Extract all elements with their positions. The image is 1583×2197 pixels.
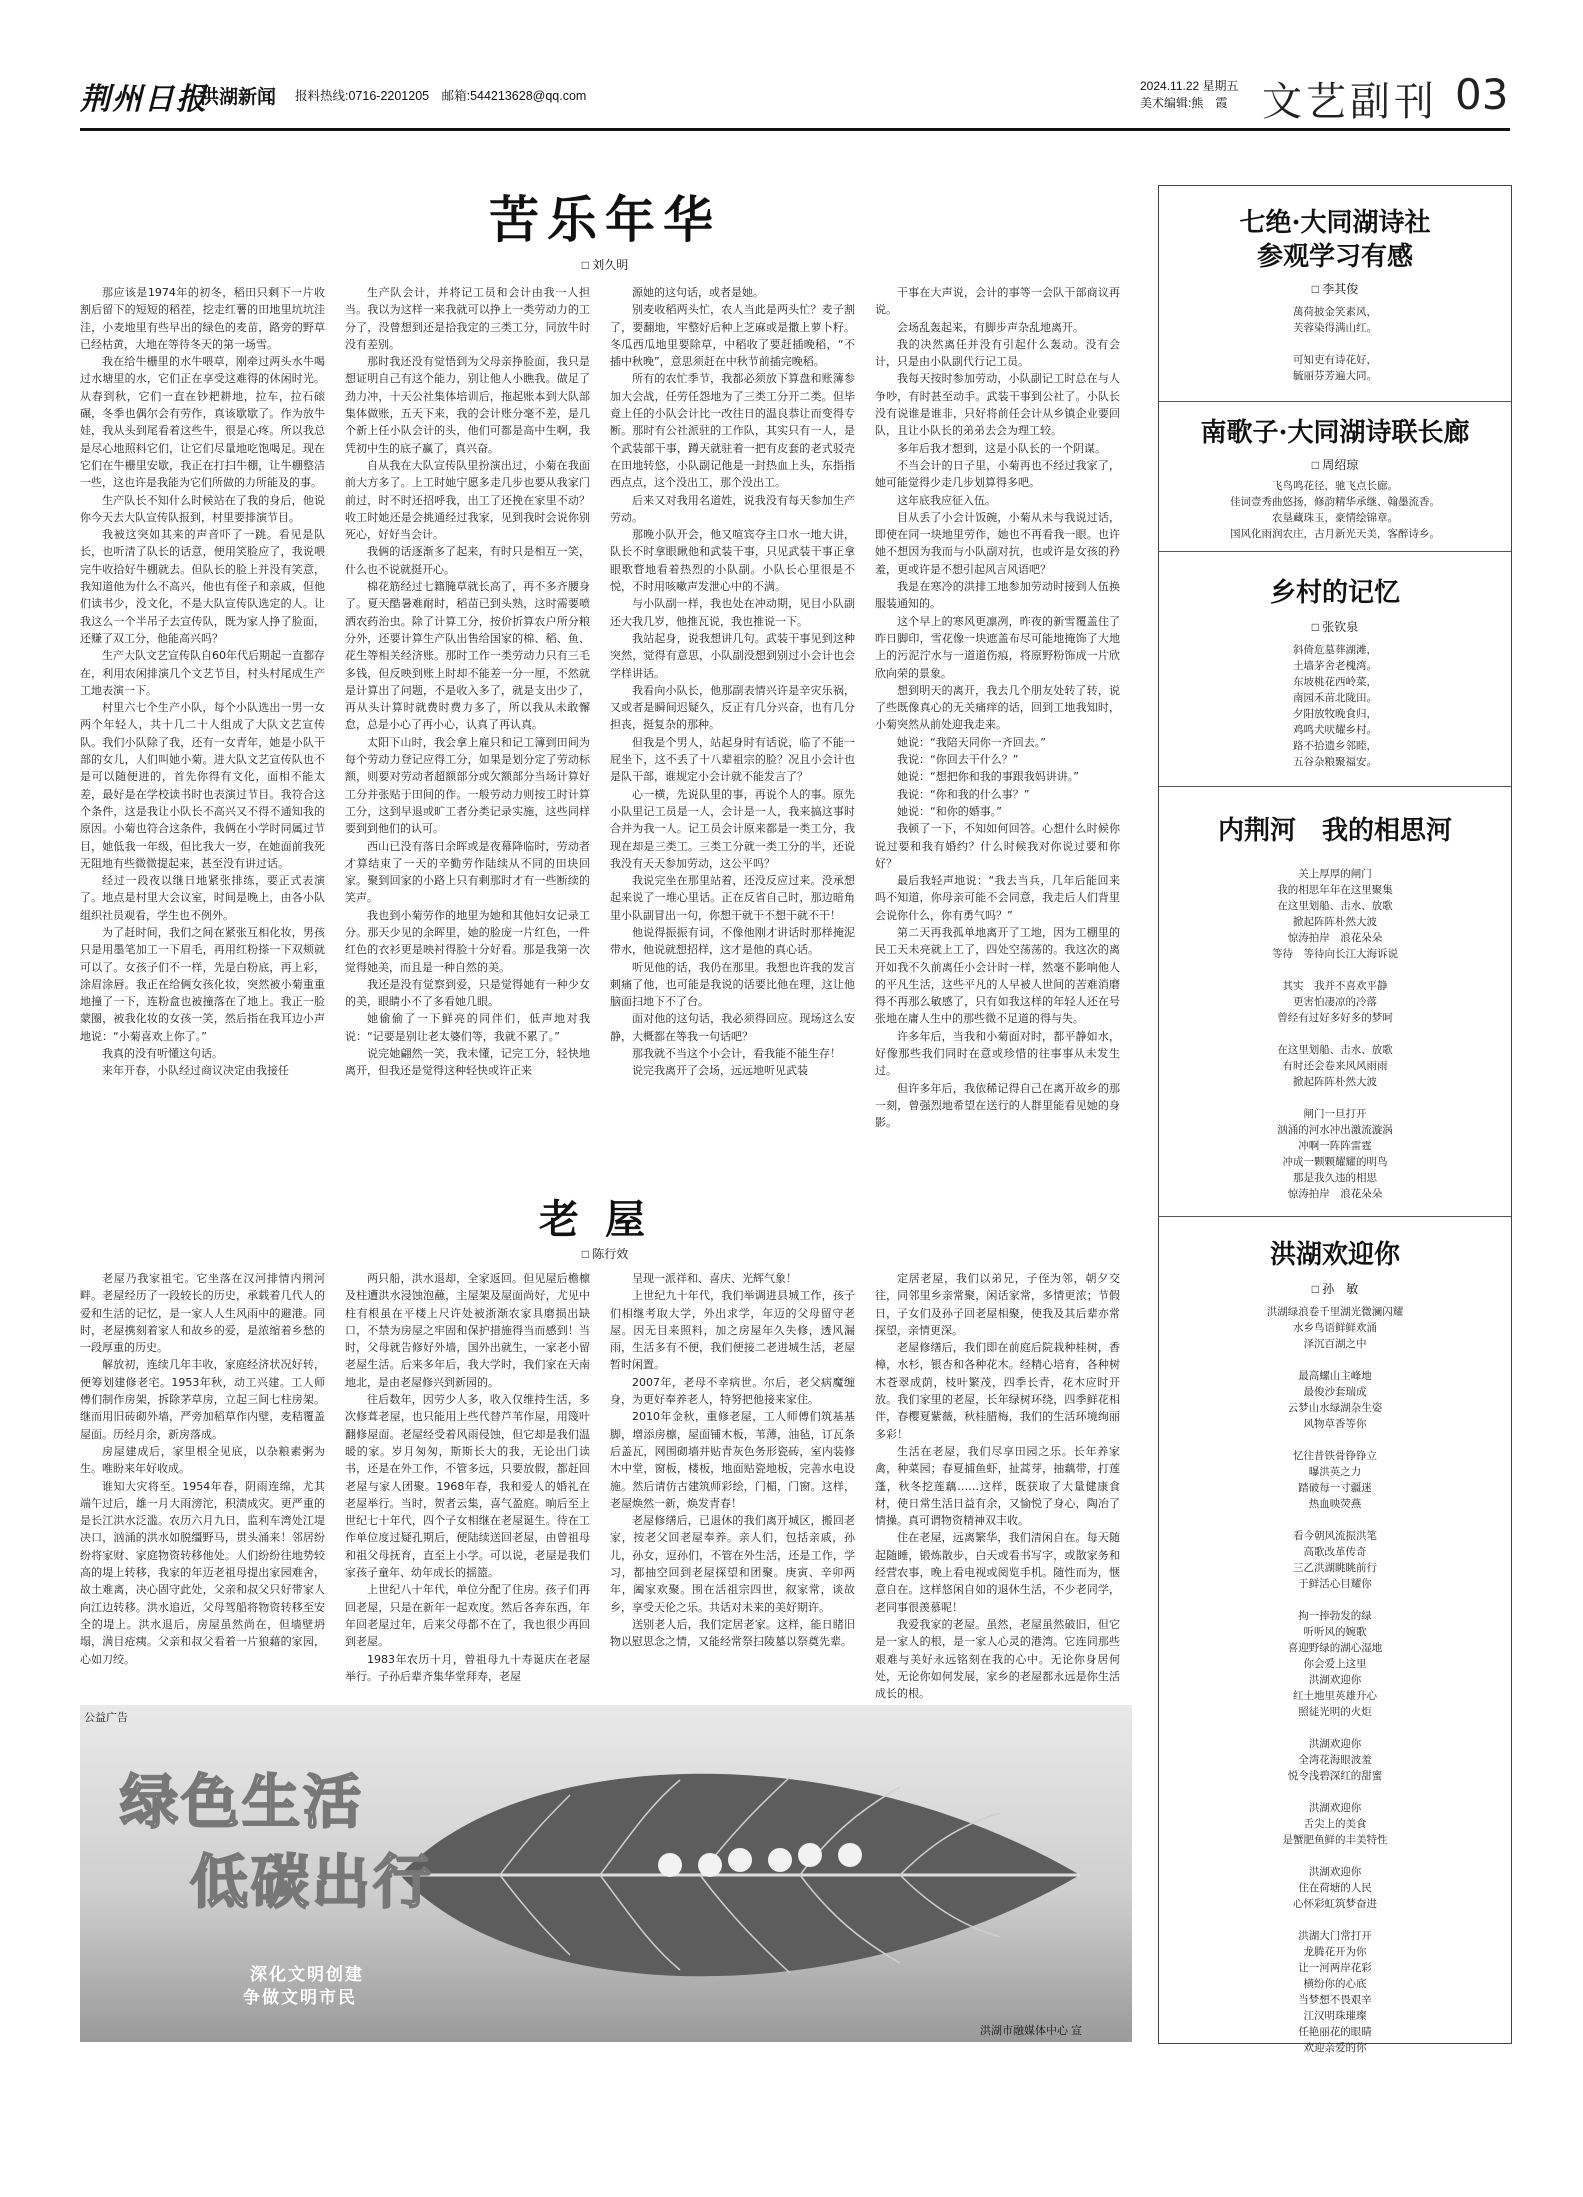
poem-line: 让一河两岸花彩 <box>1298 1962 1372 1974</box>
poem-line: 喜迎野绿的湖心湿地 <box>1287 1642 1383 1654</box>
poem-body <box>1179 478 1491 542</box>
paragraph: 往后数年，因劳少人多，收入仅维持生活，多次修葺老屋，也只能用上些代替芦苇作屋，用篾叶翻修屋面。老屋经受着风雨侵蚀，但它却是我们温暖的家。岁月匆匆，斯斯长大的我，无论出门读书，还是在外工作，不管多远，只要放假，都赶回老屋与家人团聚。1968年春，我和爱人的婚礼在老屋举行。当时，贺者云集，喜气盈庭。晌后至上世纪七十年代，四个子女相继在老屋诞生。待在工作单位度过疑孔期后，便陆续送回老屋，由曾祖母和祖父母抚育，直至上小学。可以说，老屋是我们家孩子童年、幼年成长的摇篮。 <box>345 1393 590 1580</box>
dateline <box>1140 78 1239 112</box>
poem-line: 冲啊一阵阵雷霆 <box>1298 1140 1372 1152</box>
ad-slogan: 争做文明市民 <box>243 1988 357 2008</box>
poem-line: 你会爱上这里 <box>1303 1658 1367 1670</box>
paragraph: 我是在寒冷的洪排工地参加劳动时接到人伍换服装通知的。 <box>875 580 1120 611</box>
paragraph: 我也到小菊劳作的地里为她和其他妇女记录工分。那天少见的余晖里，她的脸庞一片红色，一件红色的衣衫更是映衬得脸十分好看。那是我第一次觉得她美，而且是一种自然的美。 <box>345 908 590 974</box>
paragraph: 面对他的这句话，我必须得回应。现场这么安静，大概都在等我一句话吧？ <box>610 1012 855 1043</box>
poem-line: 踏破每一寸疆迷 <box>1298 1482 1372 1494</box>
poem-title: 南歌子·大同湖诗联长廊 <box>1200 418 1470 448</box>
poem-line <box>1179 1026 1491 1042</box>
paragraph: 我的决然离任并没有引起什么轰动。没有会计，只是由小队副代行记工员。 <box>875 337 1120 369</box>
paragraph: 上世纪八十年代，单位分配了住房。孩子们再回老屋，只是在新年一起欢度。然后各奔东西，年年回老屋过年，后来父母都不在了，我也很少再回到老屋。 <box>345 1583 590 1649</box>
ad-label: 公益广告 <box>84 1712 128 1724</box>
poem-line: 飞鸟鸣花径，驰飞点长廊。 <box>1272 480 1398 492</box>
paragraph: 我看向小队长，他那副表情兴许是辛灾乐祸，又或者是瞬间迟疑久，反正有几分兴奋，也有几分担丧，挺复杂的那种。 <box>610 683 855 732</box>
paragraph: 但许多年后，我依稀记得自己在离开故乡的那一刻，曾强烈地希望在送行的人群里能看见她的身影。 <box>875 1081 1120 1130</box>
poem-line <box>1179 1720 1491 1736</box>
paragraph: 后来又对我用名道姓，说我没有每天参加生产劳动。 <box>610 493 855 524</box>
paragraph: 说完她翩然一笑，我未懂，记完工分，轻快地离开，但我还是觉得这种轻快或许正来 <box>345 1047 590 1078</box>
paragraph: 我每天按时参加劳动，小队副记工时总在与人争吵，有时甚至动手。武装干事到公社了。小队长没有说谁是谁非，只好将前任会计从乡镇企业要回队，且让小队长的弟弟去会为理工较。 <box>875 372 1120 438</box>
article-column <box>610 284 855 1294</box>
poem-line <box>1179 1352 1491 1368</box>
poem-line: 土墙茅舍老槐湾。 <box>1293 660 1377 672</box>
poem-line: 泽沉百湖之中 <box>1303 1338 1367 1350</box>
paragraph: 别麦收稻两头忙，农人当此是两头忙？麦子割了，要翻地，牢整好后种上芝麻或是撒上萝卜籽。冬瓜西瓜地里要除草，中稻收了要赶插晚稻，“不插中秋晚”，意思须赶在中秋节前插完晚稻。 <box>610 303 855 369</box>
paragraph: 多年后我才想到，这是小队长的一个阴谋。 <box>897 441 1106 455</box>
poem-line: 掀起阵阵朴然大波 <box>1293 916 1377 928</box>
poem-line: 农垦藏珠玉，豪情绘锦章。 <box>1272 512 1398 524</box>
divider <box>1159 786 1511 787</box>
paragraph: 西山已没有落日余晖或是夜幕降临时，劳动者才算结束了一天的辛勤劳作陆续从不同的田块回家。聚到回家的小路上只有剩那时才有一些断续的笑声。 <box>345 839 590 905</box>
poem-line: 全湾花海眼波羞 <box>1298 1754 1372 1766</box>
poem-line: 看今朝风流振洪笔 <box>1293 1530 1377 1542</box>
poem-line: 洪湖大门常打开 <box>1298 1930 1372 1942</box>
paragraph: 最后我轻声地说：“我去当兵，几年后能回来吗不知道，你母亲可能不会同意，我走后人们背里会说你什么，你有勇气吗？” <box>875 874 1120 922</box>
public-service-ad <box>80 1705 1132 2042</box>
poem-author: □ 李其俊 <box>1311 282 1359 296</box>
poem-author: □ 孙 敏 <box>1311 1282 1359 1296</box>
paragraph: 目从丢了小会计饭碗，小菊从未与我说过话，即使在同一块地里劳作，她也不再看我一眼。也许她不想因为我而与小队副对抗，也或许是女孩的矜羞，更或许是不想引起风言风语吧？ <box>875 510 1120 576</box>
poem-line: 高歌改革传奇 <box>1303 1546 1367 1558</box>
paragraph: 生活在老屋，我们尽享田园之乐。长年养家禽，种菜园；春夏捕鱼虾，扯蒿芽，抽藕带，打莲蓬，秋冬挖莲藕……这样，既获取了大量健康食材，使日常生活日益有余，又愉悦了身心，陶冶了情操。真可谓物资精神双丰收。 <box>875 1444 1120 1528</box>
poem-line <box>1179 1512 1491 1528</box>
poem-line: 洪湖绿浪卷千里湖光微澜闪耀 <box>1266 1306 1404 1318</box>
poem-title: 洪湖欢迎你 <box>1269 1240 1400 1270</box>
paragraph: 这年底我应征入伍。 <box>897 493 996 507</box>
poetry-column <box>1158 185 1512 2054</box>
poem-line <box>1179 1090 1491 1106</box>
ad-slogan: 深化文明创建 <box>250 1965 364 1985</box>
poem-line: 曝洪英之力 <box>1308 1466 1362 1478</box>
paragraph: 住在老屋，远离繁华，我们清闲自在。每天随起随睡，锻炼散步，白天或看书写字，或散家务和经营农事，晚上看电视或阅览手机。随性而为，惬意自在。这样悠闲自如的退休生活，不少老同学，老同事很羡慕呢！ <box>875 1531 1120 1614</box>
paragraph: 与小队副一样，我也处在冲动期，见目小队副还大我几岁，他推瓦说，我也推说一下。 <box>610 597 855 628</box>
divider <box>1159 1216 1511 1217</box>
divider <box>1159 551 1511 552</box>
poem-line: 东坡桃花西岭菜， <box>1293 676 1377 688</box>
paragraph: 房屋建成后，家里根全见底，以杂粮素粥为生。唯盼来年好收成。 <box>80 1444 325 1476</box>
poem-title-line: 参观学习有感 <box>1256 242 1413 272</box>
leaf-illustration <box>380 1725 1100 2025</box>
poem-line: 最俊沙套瑞成 <box>1303 1386 1367 1398</box>
paragraph: 干事在大声说，会计的事等一会队干部商议再说。 <box>875 286 1120 317</box>
paragraph: 上世纪九十年代，我们举调进县城工作，孩子们相继考取大学，外出求学，年迈的父母留守老屋。因无目来照料，加之房屋年久失修，透风漏雨，生活多有不便，我们便接二老进城生活，老屋暂时闲置。 <box>610 1289 855 1372</box>
poem-line: 可知吏有诗花好， <box>1293 354 1377 366</box>
poem-line: 南园禾苗北陇田。 <box>1293 692 1377 704</box>
paragraph: 自从我在大队宣传队里扮演出过，小菊在我面前大方多了。上工时她宁愿多走几步也要从我家门前过，时不时还招呼我，出工了还挽在家里不动？收工时她还是会挑通经过我家，见到我时会说你别死心，好好当会计。 <box>345 458 590 542</box>
poem-line: 等待 等待向长江大海诉说 <box>1272 948 1398 960</box>
masthead-rule <box>80 128 1510 131</box>
poem-line: 在这里划船、击水、放歌 <box>1277 900 1393 912</box>
paragraph: 我还是没有觉察到爱，只是觉得她有一种少女的美，眼睛小不了多看她几眼。 <box>345 977 590 1009</box>
poem-line: 夕阳放牧晚食归， <box>1293 708 1377 720</box>
paragraph: 我站起身，说我想讲几句。武装干事见到这种突然，觉得有意思，小队副没想到别过小会计也会学样讲话。 <box>610 631 855 680</box>
poem-line: 龙腾花开为你 <box>1303 1946 1367 1958</box>
paragraph: 生产队长不知什么时候站在了我的身后，他说你今天去大队宣传队报到，村里要排演节目。 <box>80 493 325 524</box>
poem-title: 内荆河 我的相思河 <box>1217 816 1452 846</box>
paragraph: 我说完坐在那里站着，还没反应过来。没承想起来说了一堆心里话。正在反省自己时，那边暗角里小队副冒出一句，你想干就干不想干就不干！ <box>610 874 855 922</box>
poem-body <box>1179 866 1491 1202</box>
poem-line: 听听风的婉歌 <box>1303 1626 1367 1638</box>
edition-name: 洪湖新闻 <box>200 87 277 108</box>
paragraph: 2007年，老母不幸病世。尔后，老父病魔缠身，为更好奉养老人，特努把他接来家住。 <box>610 1375 855 1407</box>
section-title: 文艺副刊 <box>1262 79 1438 125</box>
poem-body <box>1179 642 1491 770</box>
article-column <box>80 1270 325 1690</box>
issue-date: 2024.11.22 星期五 <box>1140 79 1239 93</box>
poem-body <box>1179 304 1491 384</box>
paragraph: 我爱我家的老屋。虽然，老屋虽然破旧，但它是一家人的根，是一家人心灵的港湾。它连同那些艰难与美好永远铭刻在我的心中。无论你身居何处，无论你如何发展，家乡的老屋都永远是你生活成长的根。 <box>875 1617 1120 1701</box>
paragraph: 我真的没有听懂这句话。 <box>102 1047 223 1061</box>
poem-line: 洪湖欢迎你 <box>1308 1802 1362 1814</box>
poem-line <box>1179 962 1491 978</box>
poem-line: 照徒光明的火炬 <box>1298 1706 1372 1718</box>
paragraph: 为了赶时间，我们之间在紧张互相化妆，男孩只是用墨笔加工一下眉毛，再用红粉搽一下双颊就可以了。女孩子们不一样，先是白粉底，再上彩，涂眉涂唇。我正在给俩女孩化妆，突然被小菊重重地撞了一下，连粉盒也被撞落在了地上。我正一脸蒙圈，被我化妆的女孩一笑，然后指在我耳边小声地说：“小菊喜欢上你了。” <box>80 925 325 1043</box>
poem-line: 其实 我并不喜欢平静 <box>1282 980 1388 992</box>
poem-line: 五谷杂粮聚福安。 <box>1293 756 1377 768</box>
article-column <box>610 1270 855 1690</box>
paragraph: 不当会计的日子里，小菊再也不经过我家了，她可能觉得少走几步划算得多吧。 <box>875 458 1120 490</box>
paragraph: 老屋修缮后，已退休的我们离开城区，搬回老家，按老父回老屋奉养。亲人们，包括亲戚，孙儿，孙女，逗孙们，不管在外生活，还是工作，学习，都抽空回到老屋探望和团聚。庚寅、辛卯两年，阖家欢聚。围在活祖宗四世，叙家常，谈故乡，享受天伦之乐。共话对未来的美好期许。 <box>610 1514 855 1614</box>
poem-line: 江汉明珠璀璨 <box>1303 2010 1367 2022</box>
poem-line: 水乡鸟语鲜鲜欢涌 <box>1293 1322 1377 1334</box>
divider <box>1159 401 1511 402</box>
poem-line: 惊涛拍岸 浪花朵朵 <box>1287 1188 1383 1200</box>
poem-author: □ 张钦泉 <box>1311 620 1359 634</box>
poem-line: 毓丽芬芳遍大同。 <box>1293 370 1377 382</box>
paragraph: 许多年后，当我和小菊面对时，都平静如水，好像那些我们同时在意或珍惜的往事事从未发生过。 <box>875 1029 1120 1078</box>
paragraph: 听见他的话，我仍在那里。我想也许我的发言刺痛了他，也可能是我说的话要比他在理，这让他脑面扫地下不了台。 <box>610 960 855 1009</box>
paragraph: 生产队会计，并将记工员和会计由我一人担当。我以为这样一来我就可以挣上一类劳动力的工分了，没曾想到还是拾我定的三类工分，同放牛时没有差别。 <box>345 286 590 351</box>
poem-line: 住在荷塘的人民 <box>1298 1882 1372 1894</box>
poem-line <box>1179 1848 1491 1864</box>
newspaper-logo: 荆州日报 <box>80 82 208 117</box>
poem-line: 鸡鸣犬吠耀乡村。 <box>1293 724 1377 736</box>
poem-line: 佳词壹秀曲悠扬，修韵精华承继、翰墨流香。 <box>1230 496 1440 508</box>
poem-title-line: 七绝·大同湖诗社 <box>1239 208 1431 238</box>
article-column <box>345 284 590 1294</box>
poem-line: 悦令浅碧深红的甜蜜 <box>1287 1770 1383 1782</box>
paragraph: 她说：“和你的婚事。” <box>897 804 1002 818</box>
poem-line: 我的相思年年在这里聚集 <box>1277 884 1393 896</box>
paragraph: 想到明天的离开，我去几个朋友处转了转，说了些既像真心的无关痛痒的话，回到工地我知时，小菊突然从前处迎我走来。 <box>875 683 1120 732</box>
paragraph: 这个早上的寒风更凛冽，昨夜的新雪覆盖住了昨日脚印，雪花像一块遮盖布尽可能地掩饰了大地上的污泥泞水与一道道伤痕，将原野粉饰成一片欣欣向荣的景象。 <box>875 614 1120 680</box>
poem-line: 冲成一颗颗耀耀的明鸟 <box>1282 1156 1388 1168</box>
poem-line: 关上厚厚的闸门 <box>1298 868 1372 880</box>
article-column <box>80 284 325 1294</box>
paragraph: 生产大队文艺宣传队自60年代后期起一直都存在，利用农闲排演几个文艺节目，村头村尾成生产工地表演一下。 <box>80 649 325 697</box>
poem-line: 拘一捧勃发的绿 <box>1298 1610 1372 1622</box>
article-column <box>875 284 1120 1294</box>
poem-line: 萬荷披金笑素风， <box>1293 306 1377 318</box>
paragraph: 定居老屋，我们以弟兄，子侄为邻，朝夕交往，同邻里乡亲常聚，闲话家常，多情更浓；节假日，子女们及孙子回老屋相聚，使我及其后辈亦常探望，亲情更深。 <box>875 1272 1120 1337</box>
paragraph: 那我就不当这个小会计，看我能不能生存！ <box>632 1047 841 1061</box>
paragraph: 他说得振振有词，不像他刚才讲话时那样掩泥带水，他说就想招样，这才是他的真心话。 <box>610 925 855 957</box>
ad-headline: 低碳出行 <box>190 1848 435 1916</box>
paragraph: 送别老人后，我们定居老家。这样，能日睹旧物以慰思念之情，又能经常祭扫陵墓以祭奠先辈。 <box>610 1617 855 1649</box>
poem-line: 风物草香等你 <box>1303 1418 1367 1430</box>
poem-body <box>1179 1304 1491 2056</box>
masthead <box>80 64 1510 126</box>
art-editor: 美术编辑:熊 霞 <box>1140 96 1228 110</box>
article-column <box>875 1270 1120 1701</box>
paragraph: 老屋修缮后，我们即在前庭后院栽种桂树，香樟，水杉，银杏和各种花木。经精心培育，各种树木苍翠成荫，枝叶繁茂，四季长青，花木应时开放。我们家里的老屋，长年绿树环绕，四季鲜花相伴，春樱夏紫薇，秋桂腊梅，我们的生活环境绚丽多彩！ <box>875 1341 1120 1441</box>
paragraph: 1983年农历十月，曾祖母九十寿诞庆在老屋举行。子孙后辈齐集华堂拜寿，老屋 <box>345 1652 590 1683</box>
paragraph: 那应该是1974年的初冬，稻田只剩下一片收割后留下的短短的稻茬，挖走红薯的田地里坑坑洼洼，小麦地里有些早出的绿色的麦苗，路旁的野草已经枯黄，大地在等待冬天的第一场雪。 <box>80 286 325 351</box>
paragraph: 谁知大灾将至。1954年春，阴雨连绵，尤其端午过后，雄一月大雨滂沱，积渍成灾。更严重的是长江洪水泛滥。农历六月九日，监利车湾处江堤决口，汹涌的洪水如脱缰野马，贯头涌来！邻居纷纷将家财、家庭物资转移他处。人们纷纷往地势较高的堤上转移，我家的年迈老祖母提出家园难舍，故土难离，决心固守此处，父亲和叔父只好带家人向江边转移。洪水追近，父母驾船将物资转移至安全的堤上。洪水退后，房屋虽然尚在，但墙壁坍塌，满目疮痍。父亲和叔父看着一片狼藉的家园，心如刀绞。 <box>80 1479 325 1666</box>
poem-title <box>1159 206 1511 274</box>
paragraph: 我顿了一下，不知如何回答。心想什么时候你说过要和我有婚约？什么时候我对你说过要和你好？ <box>875 822 1120 870</box>
paragraph: 第二天再我孤单地离开了工地，因为工棚里的民工天未亮就上工了，四处空荡荡的。我这次的离开如我不久前离任小会计时一样，然毫不影响他人的平凡生活，这些平凡的人早被人世间的苦难消磨得不再那么敏感了，只有如我这样的年轻人还在号张地在庸人生中的那些微不足道的得与失。 <box>875 925 1120 1026</box>
paragraph: 经过一段夜以继日地紧张排练，要正式表演了。地点是村里大会议室，时间是晚上，由各小队组织社员观看，学生也不例外。 <box>80 874 325 922</box>
article-author: □ 陈行效 <box>581 1247 629 1261</box>
paragraph: 我说：“你和我的什么事？” <box>897 787 1030 801</box>
poem-line <box>1179 1592 1491 1608</box>
paragraph: 那晚小队开会，他又喧宾夺主口水一地大讲，队长不时拿眼瞅他和武装干事，只见武装干事正拿眼歌瞀地看着热烈的小队副。小队长心里很是不悦，不时用咳嗽声发泄心中的不满。 <box>610 528 855 594</box>
page-number: 03 <box>1455 70 1509 119</box>
paragraph: 会场乱轰起来，有脚步声杂乱地离开。 <box>897 320 1084 334</box>
poem-line: 洪湖欢迎你 <box>1308 1738 1362 1750</box>
poem-line: 当梦想不畏艰辛 <box>1298 1994 1372 2006</box>
poem-line: 闸门一旦打开 <box>1303 1108 1367 1120</box>
poem-line <box>1179 336 1491 352</box>
poem-line: 忆往昔铁骨铮铮立 <box>1293 1450 1377 1462</box>
paragraph: 呈现一派祥和、喜庆、光辉气象！ <box>632 1272 797 1285</box>
paragraph: 她说：“我陪天同你一齐回去。” <box>897 735 1046 749</box>
article-column <box>345 1270 590 1690</box>
poem-line <box>1179 1784 1491 1800</box>
poem-line: 芙蓉染得满山红。 <box>1293 322 1377 334</box>
paragraph: 源她的这句话，或者是她。 <box>632 286 764 299</box>
paragraph: 她偷偷了一下鲜亮的同伴们，低声地对我说：“记要是别让老太婆们等，我就不累了。” <box>345 1012 590 1043</box>
poem-line: 三乙洪湖眺眺前行 <box>1293 1562 1377 1574</box>
poem-line: 那是我久违的相思 <box>1293 1172 1377 1184</box>
poem-line: 于鲜活心目耀你 <box>1298 1578 1372 1590</box>
paragraph: 但我是个男人，站起身时有话说，临了不能一屁坐下，这不丢了十八辈祖宗的脸？况且小会计也是队干部，谁规定小会计就不能发言了？ <box>610 735 855 784</box>
paragraph: 所有的农忙季节，我都必须放下算盘和账簿参加大会战，任劳任怨地为了三类工分开二类。但毕竟上任的小队会计比一改往日的温良恭让而变得专断。那时有公社派驻的工作队，其实只有一人，是个武装部干事，蹲天就驻着一把有皮套的老式驳壳在田地转悠，小队副记他是一封热血上头，东指指西点点，这个没出工，那个没出工。 <box>610 372 855 490</box>
poem-line: 热血映荧燕 <box>1308 1498 1362 1510</box>
poem-line: 惊涛拍岸 浪花朵朵 <box>1287 932 1383 944</box>
poem-line: 舌尖上的美食 <box>1303 1818 1367 1830</box>
paragraph: 来年开春，小队经过商议决定由我接任 <box>102 1064 289 1078</box>
ad-credit: 洪湖市融媒体中心 宣 <box>980 2025 1083 2037</box>
paragraph: 我俩的话逐渐多了起来，有时只是相互一笑，什么也不说就挺开心。 <box>345 545 590 576</box>
poem-line: 更害怕凄凉的冷落 <box>1293 996 1377 1008</box>
poem-line: 欢迎亲爱的你 <box>1303 2042 1367 2054</box>
paragraph: 心一横，先说队里的事，再说个人的事。原先小队里记工员是一人，会计是一人，我来搞这事时合并为我一人。记工员会计原来都是一类工分，我现在却是三类工。三类工分就一类工分的半，还说我没有天天参加劳动，这公平吗？ <box>610 787 855 870</box>
paragraph: 解放初，连续几年丰收，家庭经济状况好转，便筹划建修老宅。1953年秋，动工兴建。工人师傅们制作房架，拆除茅草房，立起三间七柱房架。继而用旧砖砌外墙，严旁加稻草作内壁，麦秸覆盖屋面。历经月余，新房落成。 <box>80 1358 325 1441</box>
poem-line: 是蟹肥鱼鲜的丰美特性 <box>1282 1834 1388 1846</box>
poem-line: 心怀彩虹筑梦奋进 <box>1293 1898 1377 1910</box>
poem-line: 云梦山水绿湖杂生姿 <box>1287 1402 1383 1414</box>
poem-line <box>1179 1912 1491 1928</box>
poem-line: 汹涌的河水冲出激流漩涡 <box>1277 1124 1393 1136</box>
poem-line: 国风化雨润农庄，古月新光天美，客醉诗乡。 <box>1230 528 1440 540</box>
poem-line: 洪湖欢迎你 <box>1308 1674 1362 1686</box>
poem-line: 横纷你的心底 <box>1303 1978 1367 1990</box>
paragraph: 村里六七个生产小队，每个小队选出一男一女两个年轻人，共十几二十人组成了大队文艺宣传队。我们小队除了我，还有一女青年，她是小队干部的女儿，人们叫她小菊。进大队文艺宣传队也不是可以随便进的，首先你得有文化，面相不能太差，最好是在学校读书时也表演过节目。我符合这个条件，这是我让小队长不高兴又不得不通知我的原因。小菊也符合这条件，我俩在小学时同属过节目，她低我一年级，但比我大一岁，在她面前我死无阻地有些微微提起来，甚至没有讲过话。 <box>80 701 325 870</box>
paragraph: 老屋乃我家祖宅。它坐落在汉河排情内荆河畔。老屋经历了一段较长的历史，承载着几代人的爱和生活的记忆，是一家人人生风雨中的避港。同时，老屋携刻着家人和故乡的爱，是浓缩着乡愁的一段厚重的历史。 <box>80 1272 325 1355</box>
poem-line <box>1179 1432 1491 1448</box>
poem-line: 掀起阵阵朴然大波 <box>1293 1076 1377 1088</box>
ad-headline: 绿色生活 <box>120 1768 365 1836</box>
paragraph: 她说：“想把你和我的事跟我妈讲讲。” <box>897 770 1079 784</box>
poem-line: 有时还会卷来风风雨雨 <box>1282 1060 1388 1072</box>
poem-line: 路不拾遗乡邻睦， <box>1293 740 1377 752</box>
paragraph: 太阳下山时，我会拿上雇只和记工簿到田间为每个劳动力登记应得工分，如果是划分定了劳动标额，则要对劳动者超额部分或欠额部分当场计算好工分并张贴于田间的作。一般劳动力则按工时计算工分，这到早退或旷工者分类记录实施，这些同样要到到他们的认可。 <box>345 735 590 836</box>
poem-line: 斜倚危墓葬湖滩， <box>1293 644 1377 656</box>
poem-title: 乡村的记忆 <box>1269 578 1400 608</box>
poem-author: □ 周绍琼 <box>1311 458 1359 472</box>
paragraph: 我在给牛栅里的水牛喂草，刚牵过两头水牛喝过水塘里的水，它们正在享受这难得的休闲时光。从春到秋，它们一直在钞耙耕地，拉车，拉石磙碾，冬季也偶尔会有劳作，真该歇歇了。作为放牛娃，我从头到尾看着这些牛，很是心疼。所以我总是尽心地照料它们，让它们尽量地吃饱喝足。现在它们在牛栅里安歇，我正在打扫牛棚，让牛棚整洁一些，这也许是我能为它们所做的力所能及的事。 <box>80 355 325 490</box>
paragraph: 说完我离开了会场，远远地听见武装 <box>632 1064 808 1078</box>
poem-line: 任艳丽花的眼睛 <box>1298 2026 1372 2038</box>
article-author: □ 刘久明 <box>581 258 629 272</box>
poem-line: 最高螺山主峰地 <box>1298 1370 1372 1382</box>
article-title: 苦乐年华 <box>489 190 721 249</box>
poem-line: 红土地里英雄升心 <box>1293 1690 1377 1702</box>
poem-line: 在这里划船、击水、放歌 <box>1277 1044 1393 1056</box>
paragraph: 那时我还没有觉悟到为父母亲挣脸面，我只是想证明自己有这个能力，别让他人小瞧我。做足了劲力冲，十天公社集体培训后，拖起账本到大队部集体做账，五天下来，我的会计账分毫不差，是几个新上任小队会计的头，他们可都是高中生啊，我凭初中生的底子赢了，真兴奋。 <box>345 355 590 455</box>
paragraph: 2010年金秋，重修老屋，工人师傅们筑基基脚，增添房檩，屋面铺木板，苇薄，油毡，订瓦条后盖瓦，网围砌墙并贴青灰色务形瓷砖，室内装修木中堂，窗板，楼板，地面贴瓷地板，完善水电设施。然后请仿古建筑师彩绘，门楣，门窗。这样，老屋焕然一新，焕发青春！ <box>610 1410 855 1510</box>
article-title: 老屋 <box>539 1196 671 1243</box>
hotline-info: 报料热线:0716-2201205 邮箱:544213628@qq.com <box>295 89 587 103</box>
paragraph: 两只船，洪水退却，全家返回。但见屋后檐檩及柱遭洪水浸蚀泡蘸，主屋架及屋面尚好，尤见中柱有根虽在平楼上尺许处被浙渐农家具磨损出缺口，不禁为房屋之牢固和保护措施得当而感到！当时，父母就告修好外墙，国外出就生，一家老小留老屋生活。后来多年后，我大学时，我们家在天南地北，是由老屋修兴到新园的。 <box>345 1272 590 1389</box>
poem-line: 洪湖欢迎你 <box>1308 1866 1362 1878</box>
poem-line: 曾经有过好多好多的梦呵 <box>1277 1012 1393 1024</box>
paragraph: 我被这突如其来的声音吓了一跳。看见是队长，也听清了队长的话意，便用笑脸应了，我说喂完牛收拾好牛棚就去。但队长的脸上并没有笑意，我知道他为什么不高兴，他也有侄子和亲戚，但他们读书少，没文化，不是大队宣传队选定的人。让我这么一个半吊子去宣传队，既为家人挣了脸面，还赚了双工分，他能高兴吗？ <box>80 528 325 645</box>
paragraph: 我说：“你回去干什么？” <box>897 753 1019 767</box>
paragraph: 棉花筋经过七籍腌草就长高了，再不多齐腰身了。夏天酷暑难耐时，稻苗已到头熟，这时需要喷洒农药治虫。除了计算工分，按价折算农户所分粮分外，还要计算生产队出售给国家的棉、稻、鱼、花生等相关经济账。那时工作一类劳动力只有三毛多钱，但反映到账上时却不能差一分一厘，不然就是计算出了问题，不是收入多了，就是支出少了，再从头计算时就费时费力多了，所以我从未敢懈怠，总是小心了再小心，认真了再认真。 <box>345 580 590 732</box>
